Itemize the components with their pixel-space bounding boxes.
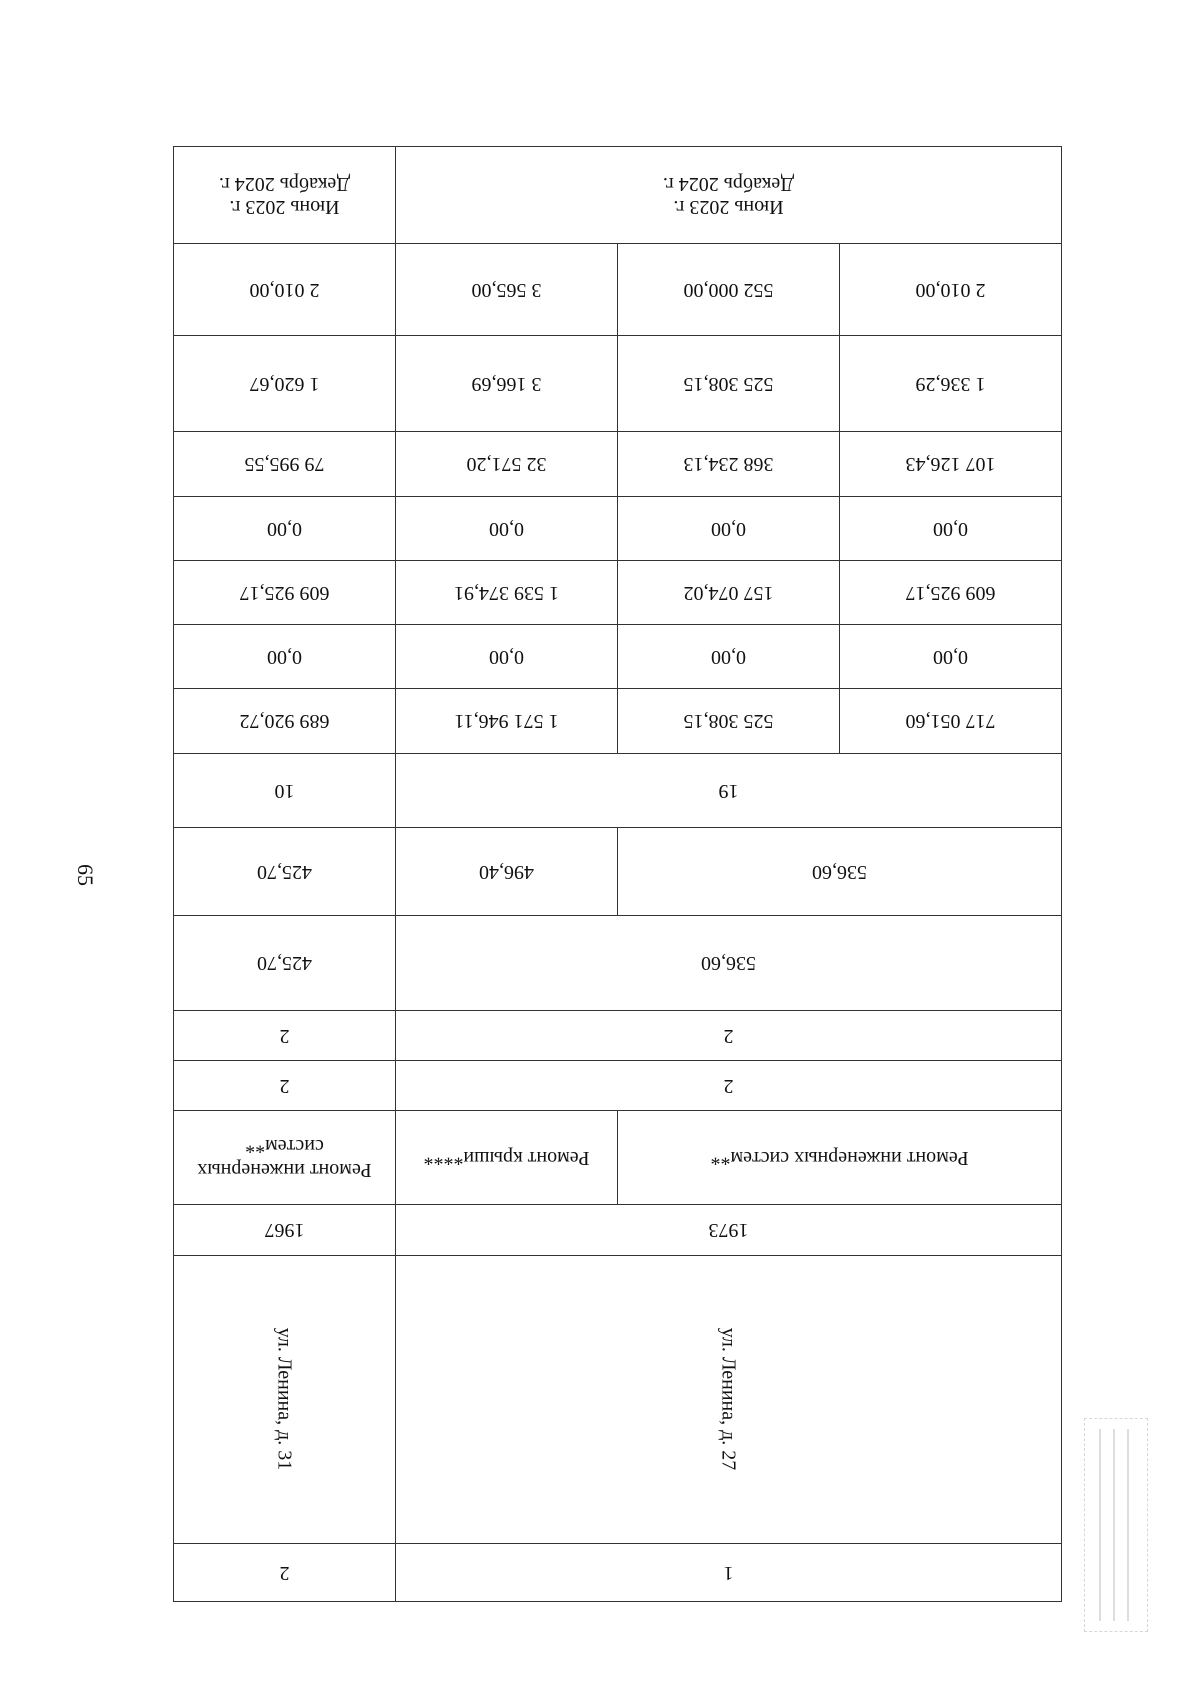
cell-residents-2: 10 — [173, 753, 395, 827]
date-end: Декабрь 2024 г. — [662, 172, 795, 195]
address-text: ул. Ленина, д. 27 — [717, 1327, 740, 1471]
cell-regional-1c: 1 539 374,91 — [395, 560, 617, 624]
cell-owners-1a: 107 126,43 — [840, 432, 1062, 496]
cell-local-1b: 0,00 — [618, 496, 840, 560]
row-work-type — [173, 1111, 1061, 1205]
row-total-area — [173, 916, 1061, 1010]
cell-owners-1c: 32 571,20 — [395, 432, 617, 496]
row-max-cost — [173, 243, 1061, 335]
row-dates — [173, 147, 1061, 244]
cell-federal-1c: 0,00 — [395, 625, 617, 689]
cell-premises-area-2: 425,70 — [173, 827, 395, 915]
cell-total-cost-1a: 717 051,60 — [840, 689, 1062, 753]
row-index — [173, 1543, 1061, 1601]
row-specific-cost — [173, 335, 1061, 431]
cell-residents-1: 19 — [395, 753, 1061, 827]
cell-year-2: 1967 — [173, 1205, 395, 1255]
cell-max-cost-1c: 3 565,00 — [395, 243, 617, 335]
row-federal-funds — [173, 625, 1061, 689]
cell-regional-1b: 157 074,02 — [618, 560, 840, 624]
cell-regional-2: 609 925,17 — [173, 560, 395, 624]
cell-specific-cost-1a: 1 336,29 — [840, 335, 1062, 431]
cell-federal-1b: 0,00 — [618, 625, 840, 689]
cell-entrances-2: 2 — [173, 1010, 395, 1060]
cell-work-2: Ремонт инженерных систем** — [173, 1111, 395, 1205]
cell-total-area-2: 425,70 — [173, 916, 395, 1010]
repair-schedule-table — [173, 146, 1062, 1602]
row-premises-area — [173, 827, 1061, 915]
row-owners-funds — [173, 432, 1061, 496]
cell-owners-1b: 368 234,13 — [618, 432, 840, 496]
cell-max-cost-1a: 2 010,00 — [840, 243, 1062, 335]
rotated-table-frame — [174, 146, 1062, 1602]
row-year — [173, 1205, 1061, 1255]
cell-regional-1a: 609 925,17 — [840, 560, 1062, 624]
cell-floors-1: 2 — [395, 1060, 1061, 1110]
row-entrances — [173, 1010, 1061, 1060]
cell-work-1b: Ремонт крыши**** — [395, 1111, 617, 1205]
cell-max-cost-2: 2 010,00 — [173, 243, 395, 335]
page-number: 65 — [73, 864, 98, 886]
approval-stamp — [1084, 1418, 1148, 1632]
cell-dates-2 — [173, 147, 395, 244]
date-end: Декабрь 2024 г. — [218, 172, 351, 195]
row-floors — [173, 1060, 1061, 1110]
cell-total-cost-1c: 1 571 946,11 — [395, 689, 617, 753]
cell-premises-area-1b: 496,40 — [395, 827, 617, 915]
cell-year-1: 1973 — [395, 1205, 1061, 1255]
cell-local-2: 0,00 — [173, 496, 395, 560]
cell-address-1 — [395, 1255, 1061, 1543]
cell-total-area-1: 536,60 — [395, 916, 1061, 1010]
cell-owners-2: 79 995,55 — [173, 432, 395, 496]
date-start: Июнь 2023 г. — [229, 195, 340, 218]
row-local-funds — [173, 496, 1061, 560]
cell-address-2 — [173, 1255, 395, 1543]
cell-local-1a: 0,00 — [840, 496, 1062, 560]
row-residents — [173, 753, 1061, 827]
date-start: Июнь 2023 г. — [673, 195, 784, 218]
cell-floors-2: 2 — [173, 1060, 395, 1110]
cell-specific-cost-2: 1 620,67 — [173, 335, 395, 431]
cell-entrances-1: 2 — [395, 1010, 1061, 1060]
cell-total-cost-2: 689 920,72 — [173, 689, 395, 753]
cell-federal-1a: 0,00 — [840, 625, 1062, 689]
cell-federal-2: 0,00 — [173, 625, 395, 689]
cell-specific-cost-1b: 525 308,15 — [618, 335, 840, 431]
row-address — [173, 1255, 1061, 1543]
cell-local-1c: 0,00 — [395, 496, 617, 560]
cell-max-cost-1b: 552 000,00 — [618, 243, 840, 335]
cell-specific-cost-1c: 3 166,69 — [395, 335, 617, 431]
cell-work-1a: Ремонт инженерных систем** — [618, 1111, 1062, 1205]
cell-index-1: 1 — [395, 1543, 1061, 1601]
cell-total-cost-1b: 525 308,15 — [618, 689, 840, 753]
row-regional-funds — [173, 560, 1061, 624]
cell-dates-1 — [395, 147, 1061, 244]
cell-premises-area-1a: 536,60 — [618, 827, 1062, 915]
address-text: ул. Ленина, д. 31 — [273, 1327, 296, 1471]
row-total-cost — [173, 689, 1061, 753]
cell-index-2: 2 — [173, 1543, 395, 1601]
